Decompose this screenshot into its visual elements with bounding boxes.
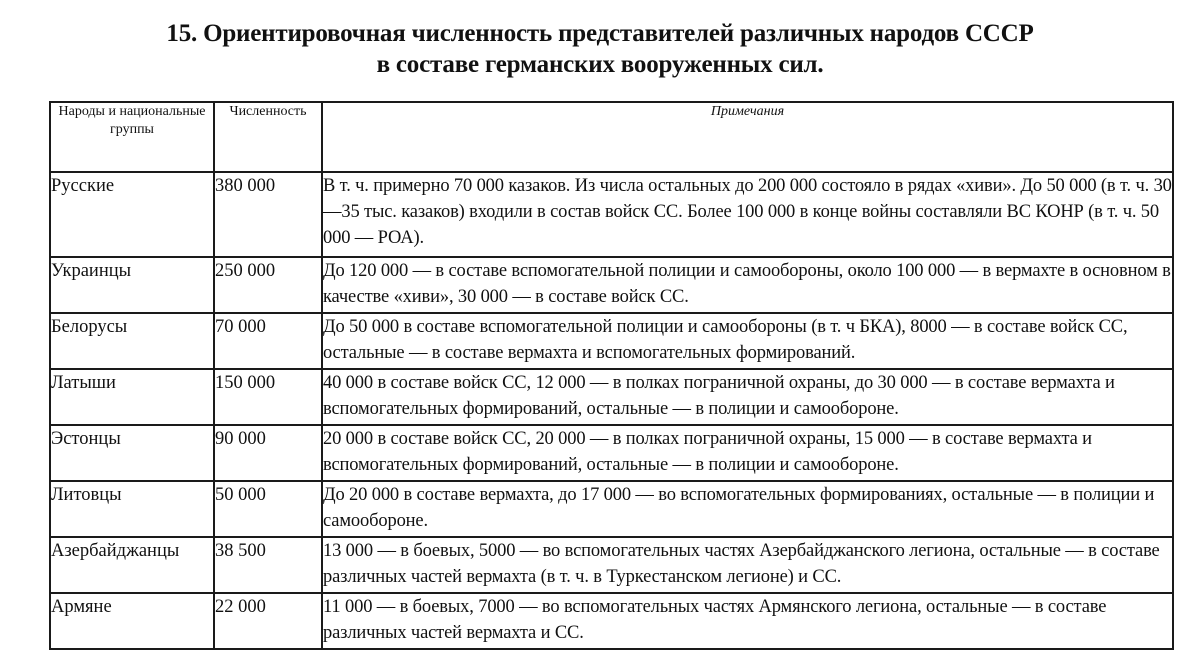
notes-cell: До 20 000 в составе вермахта, до 17 000 — во вспомогательных формированиях, остальные — в полиции и самообороне. [322, 481, 1173, 537]
count-cell: 50 000 [214, 481, 322, 537]
notes-cell: До 50 000 в составе вспомогательной полиции и самообороны (в т. ч БКА), 8000 — в составе войск СС, остальные — в составе вермахта и вспомогательных формирований. [322, 313, 1173, 369]
table-row [50, 172, 1173, 257]
header-people: Народы и национальные группы [50, 102, 214, 172]
count-cell: 150 000 [214, 369, 322, 425]
table-row [50, 257, 1173, 313]
header-count: Численность [214, 102, 322, 172]
people-cell: Литовцы [50, 481, 214, 537]
document-title [0, 18, 1200, 80]
table-row [50, 313, 1173, 369]
people-cell: Азербайджанцы [50, 537, 214, 593]
notes-cell: В т. ч. примерно 70 000 казаков. Из числа остальных до 200 000 состояло в рядах «хиви». До 50 000 (в т. ч. 30—35 тыс. казаков) входили в состав войск СС. Более 100 000 в конце войны составляли ВС КОНР (в т. ч. 50 000 — РОА). [322, 172, 1173, 257]
table-row [50, 369, 1173, 425]
count-cell: 380 000 [214, 172, 322, 257]
table-row [50, 481, 1173, 537]
notes-cell: 11 000 — в боевых, 7000 — во вспомогательных частях Армянского легиона, остальные — в составе различных частей вермахта и СС. [322, 593, 1173, 649]
people-cell: Эстонцы [50, 425, 214, 481]
header-notes: Примечания [322, 102, 1173, 172]
count-cell: 70 000 [214, 313, 322, 369]
people-cell: Белорусы [50, 313, 214, 369]
notes-cell: 40 000 в составе войск СС, 12 000 — в полках пограничной охраны, до 30 000 — в составе вермахта и вспомогательных формирований, остальные — в полиции и самообороне. [322, 369, 1173, 425]
notes-cell: До 120 000 — в составе вспомогательной полиции и самообороны, около 100 000 — в вермахте в основном в качестве «хиви», 30 000 — в составе войск СС. [322, 257, 1173, 313]
count-cell: 250 000 [214, 257, 322, 313]
people-cell: Русские [50, 172, 214, 257]
count-cell: 38 500 [214, 537, 322, 593]
notes-cell: 20 000 в составе войск СС, 20 000 — в полках пограничной охраны, 15 000 — в составе вермахта и вспомогательных формирований, остальные — в полиции и самообороне. [322, 425, 1173, 481]
table-header-row [50, 102, 1173, 172]
people-cell: Армяне [50, 593, 214, 649]
table-row [50, 593, 1173, 649]
population-table [49, 101, 1174, 650]
notes-cell: 13 000 — в боевых, 5000 — во вспомогательных частях Азербайджанского легиона, остальные — в составе различных частей вермахта (в т. ч. в Туркестанском легионе) и СС. [322, 537, 1173, 593]
table-row [50, 425, 1173, 481]
title-line-1: 15. Ориентировочная численность представителей различных народов СССР [166, 20, 1034, 47]
people-cell: Украинцы [50, 257, 214, 313]
title-line-2: в составе германских вооруженных сил. [376, 51, 824, 78]
people-cell: Латыши [50, 369, 214, 425]
count-cell: 90 000 [214, 425, 322, 481]
count-cell: 22 000 [214, 593, 322, 649]
table-row [50, 537, 1173, 593]
